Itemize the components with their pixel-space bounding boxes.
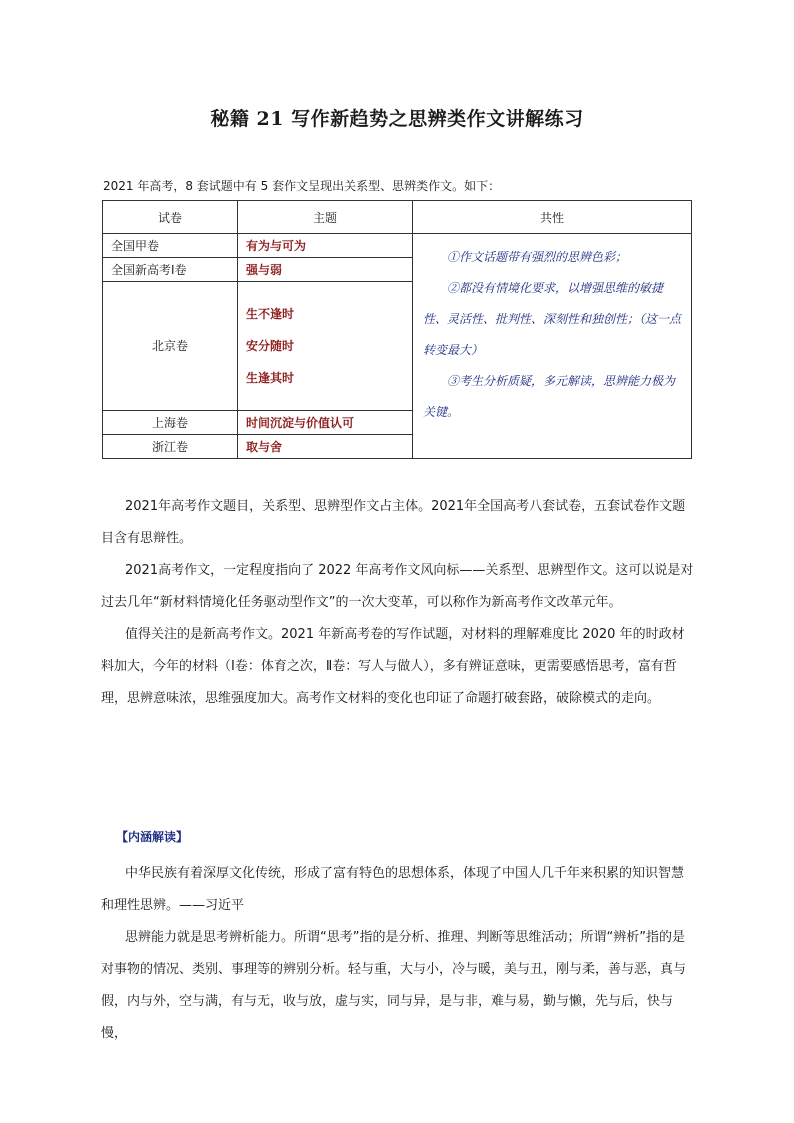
paper-cell: 全国新高考Ⅰ卷: [103, 257, 238, 281]
topic-table: [102, 200, 692, 459]
section-label: 【内涵解读】: [116, 830, 189, 844]
table-row: [103, 234, 692, 258]
paper-cell: 北京卷: [103, 281, 238, 410]
common-point-3: ③考生分析质疑，多元解读，思辨能力极为关键。: [423, 374, 676, 419]
paper-cell: 浙江卷: [103, 435, 238, 459]
header-paper: 试卷: [103, 201, 238, 234]
theme-cell: [238, 281, 413, 410]
table-header-row: [103, 201, 692, 234]
page-title: 秘籍 21 写作新趋势之思辨类作文讲解练习: [210, 108, 584, 130]
theme-line: 生不逢时: [246, 306, 295, 321]
theme-cell: 强与弱: [238, 257, 413, 281]
paper-cell: 全国甲卷: [103, 234, 238, 258]
intro-text: 2021 年高考，8 套试题中有 5 套作文呈现出关系型、思辨类作文。如下：: [103, 179, 501, 193]
common-point-1: ①作文话题带有强烈的思辨色彩；: [447, 250, 628, 264]
body-paragraph-1: 2021年高考作文题目，关系型、思辨型作文占主体。2021年全国高考八套试卷，五套试卷作文题目含有思辩性。: [101, 499, 686, 546]
header-common: 共性: [413, 201, 692, 234]
theme-line: 安分随时: [246, 338, 295, 353]
theme-cell: 取与舍: [238, 435, 413, 459]
theme-cell: 时间沉淀与价值认可: [238, 411, 413, 435]
section-paragraph-1: 中华民族有着深厚文化传统，形成了富有特色的思想体系，体现了中国人几千年来积累的知识智慧和理性思辨。——习近平: [101, 866, 685, 913]
common-cell: [413, 234, 692, 459]
section-paragraph-2: 思辨能力就是思考辨析能力。所谓“思考”指的是分析、推理、判断等思维活动；所谓“辨析”指的是对事物的情况、类别、事理等的辨别分析。轻与重，大与小，冷与暖，美与丑，刚与柔，善与恶，真与假，内与外，空与满，有与无，收与放，虚与实，同与异，是与非，难与易，勤与懒，先与后，快与慢，: [101, 930, 687, 1041]
header-theme: 主题: [238, 201, 413, 234]
paper-cell: 上海卷: [103, 411, 238, 435]
theme-line: 生逢其时: [246, 370, 295, 385]
body-paragraph-2: 2021高考作文，一定程度指向了 2022 年高考作文风向标——关系型、思辨型作文。这可以说是对过去几年“新材料情境化任务驱动型作文”的一次大变革，可以称作为新高考作文改革元年。: [101, 563, 694, 610]
theme-cell: 有为与可为: [238, 234, 413, 258]
body-paragraph-3: 值得关注的是新高考作文。2021 年新高考卷的写作试题，对材料的理解难度比 2020 年的时政材料加大，今年的材料（Ⅰ卷：体育之次，Ⅱ卷：写人与做人），多有辨证意味，更需要感悟思考，富有哲理，思辨意味浓，思维强度加大。高考作文材料的变化也印证了命题打破套路，破除模式的走向。: [101, 627, 685, 706]
common-point-2: ②都没有情境化要求，以增强思维的敏捷性、灵活性、批判性、深刻性和独创性；（这一点转变最大）: [423, 281, 682, 357]
